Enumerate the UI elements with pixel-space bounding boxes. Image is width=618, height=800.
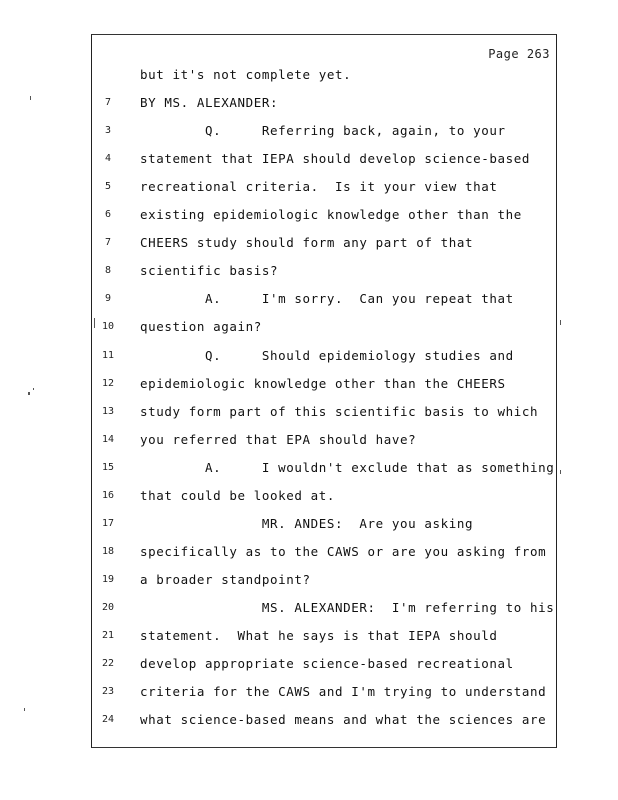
line-text: epidemiologic knowledge other than the CHEERS xyxy=(140,375,506,391)
line-text: statement that IEPA should develop science-based xyxy=(140,151,531,167)
line-number: 4 xyxy=(104,153,112,165)
line-text: but it's not complete yet. xyxy=(140,67,352,82)
line-text: a broader standpoint? xyxy=(140,571,311,587)
transcript-line xyxy=(0,374,618,394)
scan-speck xyxy=(33,388,34,390)
line-number: 18 xyxy=(101,545,115,557)
transcript-line xyxy=(0,65,618,85)
line-number: 12 xyxy=(101,377,115,389)
scan-speck xyxy=(560,470,561,474)
transcript-line xyxy=(0,598,618,618)
scan-speck xyxy=(30,96,31,100)
line-number: 6 xyxy=(104,209,112,221)
scan-speck xyxy=(28,392,30,395)
transcript-line xyxy=(0,514,618,534)
transcript-line xyxy=(0,205,618,225)
scan-speck xyxy=(94,318,95,328)
transcript-line xyxy=(0,149,618,169)
line-number: 23 xyxy=(101,686,115,698)
line-number: 7 xyxy=(104,97,112,109)
line-number: 24 xyxy=(101,714,115,726)
line-number: 8 xyxy=(104,265,112,277)
line-number: 21 xyxy=(101,630,115,641)
line-text: statement. What he says is that IEPA should xyxy=(140,628,498,643)
line-number: 11 xyxy=(101,349,115,361)
line-number: 17 xyxy=(101,517,115,529)
line-number: 22 xyxy=(101,658,115,670)
page-number-label: Page 263 xyxy=(488,47,550,61)
line-text: criteria for the CAWS and I'm trying to understand xyxy=(140,684,547,700)
scan-speck xyxy=(560,320,561,325)
line-text: recreational criteria. Is it your view that xyxy=(140,179,498,195)
transcript-line xyxy=(0,654,618,674)
transcript-line xyxy=(0,430,618,450)
line-text: BY MS. ALEXANDER: xyxy=(140,95,279,111)
line-text: that could be looked at. xyxy=(140,487,336,503)
line-number: 14 xyxy=(101,433,115,445)
transcript-line xyxy=(0,570,618,590)
line-text: what science-based means and what the sciences are xyxy=(140,712,547,728)
line-text: existing epidemiologic knowledge other than the xyxy=(140,207,522,223)
line-text: A. I wouldn't exclude that as something xyxy=(140,459,555,475)
line-text: MR. ANDES: Are you asking xyxy=(140,515,474,531)
transcript-line xyxy=(0,346,618,366)
transcript-line xyxy=(0,486,618,506)
transcript-line xyxy=(0,93,618,113)
line-text: CHEERS study should form any part of that xyxy=(140,235,474,251)
line-text: Q. Referring back, again, to your xyxy=(140,123,506,139)
line-number: 15 xyxy=(101,461,115,473)
line-text: specifically as to the CAWS or are you asking from xyxy=(140,543,547,559)
line-number: 19 xyxy=(101,573,115,585)
line-text: question again? xyxy=(140,319,262,335)
transcript-line xyxy=(0,710,618,730)
line-number: 3 xyxy=(104,125,112,137)
line-text: MS. ALEXANDER: I'm referring to his xyxy=(140,599,555,615)
line-text: you referred that EPA should have? xyxy=(140,431,417,447)
line-number: 9 xyxy=(104,293,112,305)
transcript-line xyxy=(0,626,618,646)
line-text: A. I'm sorry. Can you repeat that xyxy=(140,291,514,307)
line-text: Q. Should epidemiology studies and xyxy=(140,347,514,363)
line-number: 20 xyxy=(101,601,115,613)
line-text: develop appropriate science-based recreational xyxy=(140,656,514,672)
line-number: 13 xyxy=(101,405,115,417)
transcript-line xyxy=(0,458,618,478)
transcript-line xyxy=(0,261,618,281)
line-text: scientific basis? xyxy=(140,263,279,279)
transcript-line xyxy=(0,121,618,141)
transcript-line xyxy=(0,289,618,309)
transcript-line xyxy=(0,542,618,562)
line-number: 7 xyxy=(104,237,112,249)
line-number: 10 xyxy=(101,321,115,333)
transcript-line xyxy=(0,177,618,197)
transcript-line xyxy=(0,402,618,422)
transcript-line xyxy=(0,682,618,702)
line-number: 5 xyxy=(104,181,112,193)
line-number: 16 xyxy=(101,489,115,501)
transcript-line xyxy=(0,317,618,337)
scan-speck xyxy=(24,708,25,711)
line-text: study form part of this scientific basis to which xyxy=(140,403,539,419)
transcript-line xyxy=(0,233,618,253)
